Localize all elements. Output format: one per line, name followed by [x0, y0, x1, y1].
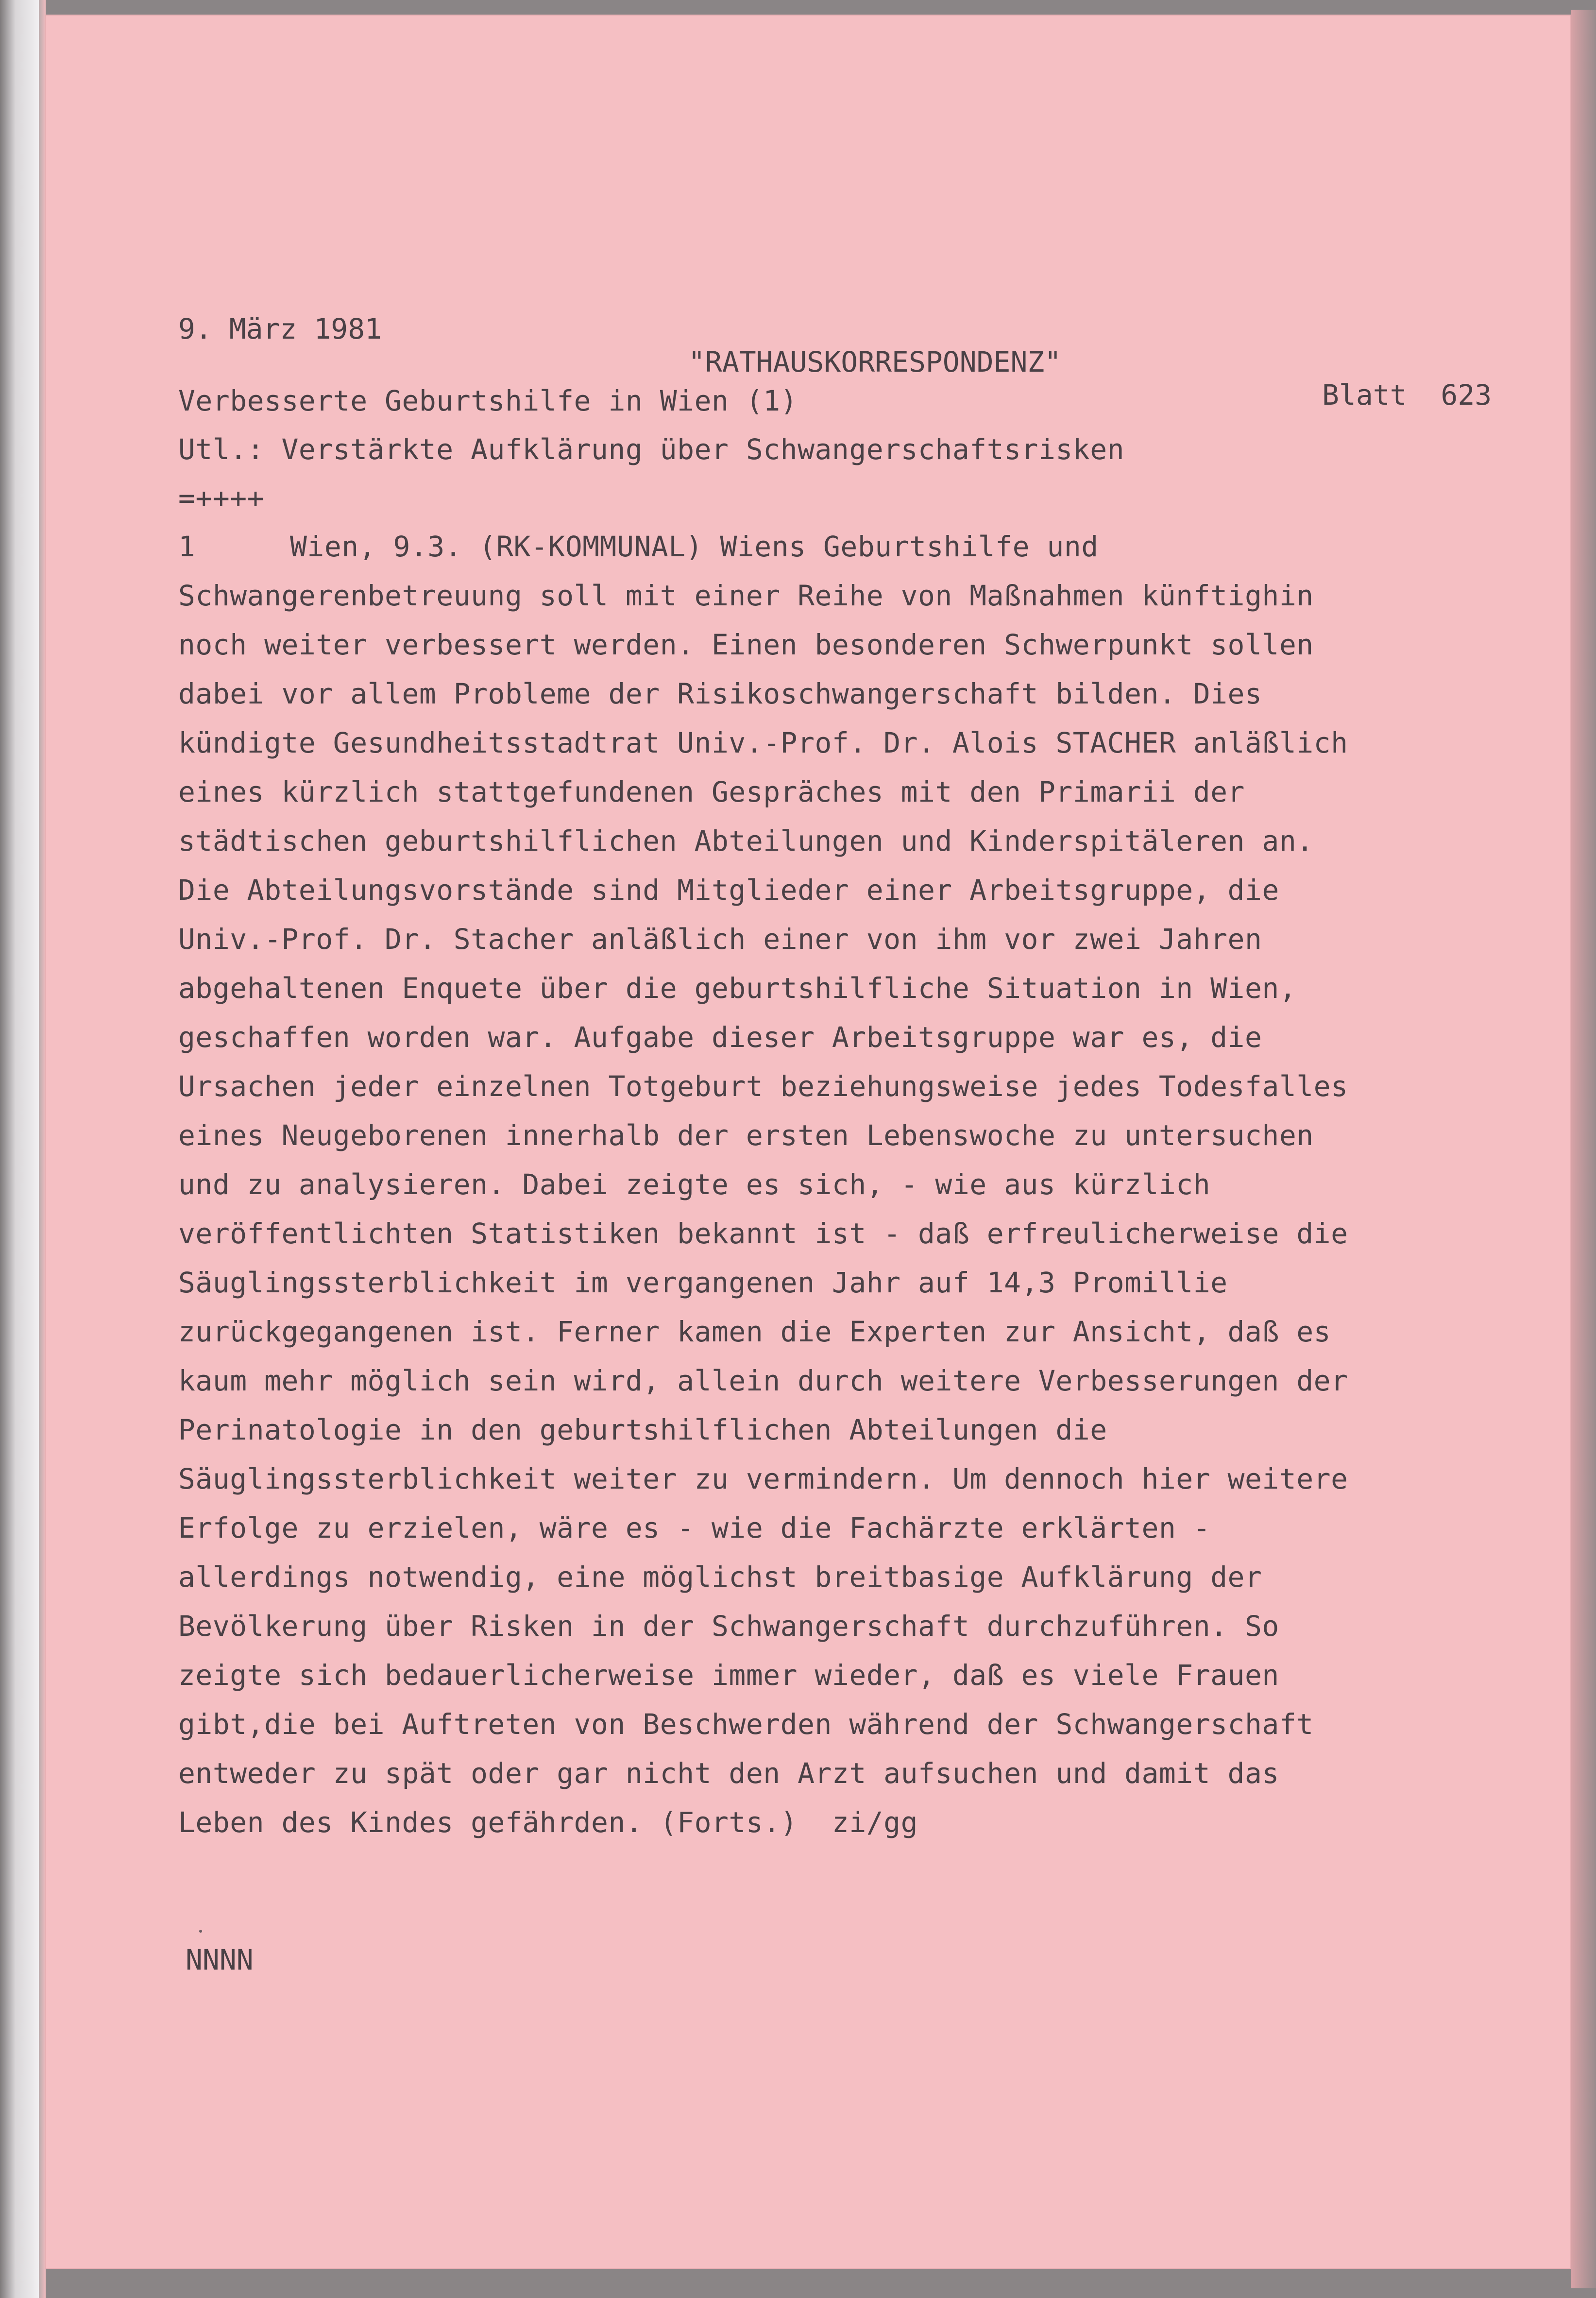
body-text: entweder zu spät oder gar nicht den Arzt aufsuchen und damit das [178, 1757, 1279, 1790]
document-page [45, 15, 1571, 2269]
body-text: Erfolge zu erzielen, wäre es - wie die Fachärzte erklärten - [178, 1511, 1211, 1544]
body-text: Säuglingssterblichkeit im vergangenen Jahr auf 14,3 Promillie [178, 1266, 1228, 1299]
body-text: und zu analysieren. Dabei zeigte es sich, - wie aus kürzlich [178, 1168, 1211, 1201]
body-text: kündigte Gesundheitsstadtrat Univ.-Prof. Dr. Alois STACHER anläßlich [178, 726, 1348, 759]
body-line [178, 1214, 1587, 1263]
article-body [178, 527, 1587, 1852]
body-line [178, 920, 1587, 969]
body-text: Bevölkerung über Risken in der Schwangerschaft durchzuführen. So [178, 1610, 1279, 1643]
body-line [178, 822, 1587, 871]
body-text: allerdings notwendig, eine möglichst breitbasige Aufklärung der [178, 1561, 1262, 1594]
body-line [178, 772, 1587, 822]
body-text: eines kürzlich stattgefundenen Gespräches mit den Primarii der [178, 775, 1245, 808]
body-line [178, 1803, 1587, 1852]
body-text: zurückgegangenen ist. Ferner kamen die Experten zur Ansicht, daß es [178, 1315, 1331, 1348]
body-line [178, 1607, 1587, 1656]
body-text: Die Abteilungsvorstände sind Mitglieder einer Arbeitsgruppe, die [178, 874, 1279, 907]
article-subheadline: Utl.: Verstärkte Aufklärung über Schwangerschaftsrisken [178, 433, 1125, 466]
body-text: veröffentlichten Statistiken bekannt ist - daß erfreulicherweise die [178, 1217, 1348, 1250]
ink-dot [199, 1930, 202, 1933]
body-line [178, 1165, 1587, 1214]
body-line [178, 674, 1587, 723]
body-text: zeigte sich bedauerlicherweise immer wieder, daß es viele Frauen [178, 1659, 1279, 1692]
article-headline: Verbesserte Geburtshilfe in Wien (1) [178, 384, 798, 417]
body-text: Schwangerenbetreuung soll mit einer Reihe von Maßnahmen künftighin [178, 579, 1314, 612]
header-date: 9. März 1981 [178, 312, 382, 345]
body-line [178, 1361, 1587, 1410]
body-line [178, 625, 1587, 674]
header-sheet-number: Blatt 623 [1322, 378, 1492, 412]
body-line [178, 1509, 1587, 1558]
body-line [178, 576, 1587, 625]
body-text: Perinatologie in den geburtshilflichen Abteilungen die [178, 1413, 1107, 1446]
body-text: Säuglingssterblichkeit weiter zu vermindern. Um dennoch hier weitere [178, 1462, 1348, 1495]
body-text: noch weiter verbessert werden. Einen besonderen Schwerpunkt sollen [178, 628, 1314, 661]
article-number: 1 [178, 530, 196, 563]
body-line [178, 723, 1587, 772]
header-publication: "RATHAUSKORRESPONDENZ" [688, 345, 1062, 378]
body-line [178, 1656, 1587, 1705]
body-text: dabei vor allem Probleme der Risikoschwangerschaft bilden. Dies [178, 677, 1262, 710]
body-text: abgehaltenen Enquete über die geburtshilfliche Situation in Wien, [178, 972, 1297, 1005]
separator-marker: =++++ [178, 481, 265, 514]
body-text: eines Neugeborenen innerhalb der ersten Lebenswoche zu untersuchen [178, 1119, 1314, 1152]
body-line [178, 1067, 1587, 1116]
body-text: gibt,die bei Auftreten von Beschwerden während der Schwangerschaft [178, 1708, 1314, 1741]
body-text: kaum mehr möglich sein wird, allein durch weitere Verbesserungen der [178, 1364, 1348, 1397]
body-line [178, 969, 1587, 1018]
body-text: Wien, 9.3. (RK-KOMMUNAL) Wiens Geburtshilfe und [290, 530, 1099, 563]
body-text: geschaffen worden war. Aufgabe dieser Arbeitsgruppe war es, die [178, 1021, 1262, 1054]
body-text: Univ.-Prof. Dr. Stacher anläßlich einer von ihm vor zwei Jahren [178, 923, 1262, 956]
body-line [178, 1459, 1587, 1509]
body-line [178, 1558, 1587, 1607]
body-text: Leben des Kindes gefährden. (Forts.) zi/gg [178, 1806, 918, 1839]
end-marker: NNNN [186, 1943, 254, 1976]
body-line [178, 871, 1587, 920]
body-line [178, 1410, 1587, 1459]
body-text: Ursachen jeder einzelnen Totgeburt beziehungsweise jedes Todesfalles [178, 1070, 1348, 1103]
body-line [178, 1754, 1587, 1803]
body-line [178, 527, 1587, 576]
body-line [178, 1312, 1587, 1361]
body-line [178, 1263, 1587, 1312]
body-text: städtischen geburtshilflichen Abteilungen und Kinderspitäleren an. [178, 824, 1314, 857]
body-line [178, 1018, 1587, 1067]
body-line [178, 1705, 1587, 1754]
binder-strip [0, 0, 39, 2298]
body-line [178, 1116, 1587, 1165]
